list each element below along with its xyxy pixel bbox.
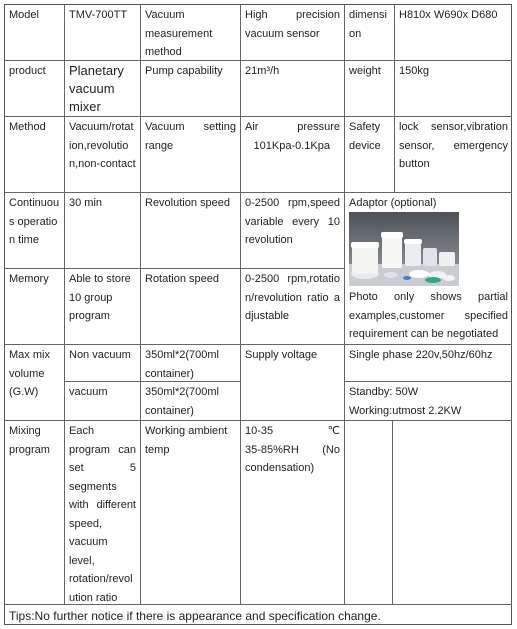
- revolution-speed-label: Revolution speed: [145, 197, 231, 209]
- ambient-temp-value: [241, 421, 344, 604]
- ambient-temp-label: Working ambient temp: [145, 425, 228, 456]
- power-consumption: [345, 382, 512, 420]
- adaptor-title: Adaptor (optional): [349, 197, 437, 209]
- vacuum-value: 350ml*2(700ml container): [145, 386, 219, 417]
- temperature-range: 10-35 ℃: [245, 425, 340, 437]
- weight-label: weight: [349, 65, 381, 77]
- weight-value: 150kg: [399, 65, 429, 77]
- working-power: Working:utmost 2.2KW: [349, 404, 462, 417]
- vacuum-setting-range-value: [241, 117, 344, 192]
- adaptor-note: Photo only shows partial examples,customer specified requirement can be negotiated: [349, 291, 508, 340]
- dimension-value: H810x W690x D680: [399, 9, 498, 21]
- empty-cell: [345, 421, 392, 604]
- standby-power: Standby: 50W: [349, 386, 419, 398]
- dimension-label: dimension: [349, 9, 387, 40]
- mixing-program-value: Each program can set 5 segments with different speed, vacuum level, rotation/revolution ratio: [69, 425, 136, 604]
- vacuum-label: vacuum: [69, 386, 108, 398]
- non-vacuum-label: Non vacuum: [69, 349, 131, 361]
- memory-label: Memory: [9, 273, 49, 285]
- vacuum-measurement-label: Vacuum measurement method: [145, 9, 213, 58]
- method-value: Vacuum/rotation,revolution,non-contact: [69, 121, 136, 170]
- safety-device-value: lock sensor,vibration sensor, emergency button: [399, 121, 508, 170]
- memory-value: Able to store 10 group program: [69, 273, 131, 322]
- max-mix-volume-label: Max mix volume (G.W): [9, 349, 50, 398]
- model-value: TMV-700TT: [69, 9, 128, 21]
- continuous-operation-value: 30 min: [69, 197, 103, 209]
- mixing-program-label: Mixing program: [9, 425, 50, 456]
- pump-capability-label: Pump capability: [145, 65, 223, 77]
- rotation-speed-label: Rotation speed: [145, 273, 219, 285]
- revolution-speed-value: 0-2500 rpm,speed variable every 10 revolution: [245, 197, 340, 246]
- vacuum-measurement-value: High precision vacuum sensor: [245, 9, 340, 40]
- humidity-range: 35-85%RH (No condensation): [245, 443, 340, 474]
- non-vacuum-value: 350ml*2(700ml container): [145, 349, 219, 380]
- tips-note: Tips:No further notice if there is appearance and specification change.: [9, 609, 381, 623]
- empty-cell: [393, 421, 512, 604]
- pressure-range-text: 101Kpa-0.1Kpa: [253, 139, 330, 152]
- method-label: Method: [9, 121, 46, 133]
- vacuum-setting-range-label: Vacuum setting range: [145, 121, 236, 152]
- rotation-speed-value: 0-2500 rpm,rotation/revolution ratio adjustable: [245, 273, 340, 322]
- supply-voltage-value: Single phase 220v,50hz/60hz: [349, 349, 493, 361]
- air-pressure-text: Air pressure: [245, 121, 340, 133]
- model-label: Model: [9, 9, 39, 21]
- adaptor-photo: [349, 212, 459, 286]
- supply-voltage-label: Supply voltage: [245, 349, 318, 361]
- pump-capability-value: 21m³/h: [245, 65, 280, 77]
- safety-device-label: Safety device: [349, 121, 381, 152]
- adaptor-photo-image: [349, 212, 459, 286]
- product-value: Planetary vacuum mixer: [69, 63, 124, 114]
- continuous-operation-label: Continuous operation time: [9, 197, 60, 246]
- product-label: product: [9, 65, 46, 77]
